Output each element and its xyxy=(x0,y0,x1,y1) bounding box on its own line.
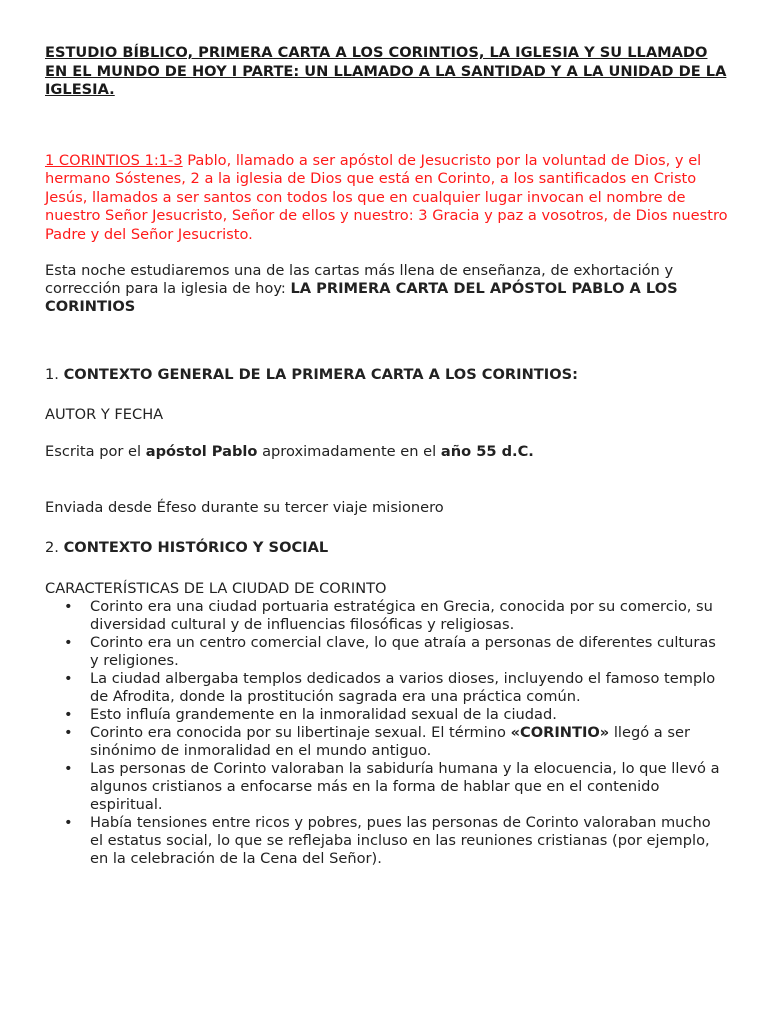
bullet-icon: • xyxy=(64,724,73,741)
verse-reference: 1 CORINTIOS 1:1-3 xyxy=(45,151,183,169)
section-2-number: 2. xyxy=(45,539,64,556)
social-context-list xyxy=(45,724,728,868)
escrita-text-2: aproximadamente en el xyxy=(257,443,441,460)
bullet-icon: • xyxy=(64,670,73,687)
intro-bold-title: LA PRIMERA CARTA DEL APÓSTOL PABLO A LOS CORINTIOS xyxy=(45,280,678,315)
bullet-icon: • xyxy=(64,598,73,615)
list-item xyxy=(45,634,728,670)
bullet-icon: • xyxy=(64,760,73,777)
verse-paragraph xyxy=(45,152,728,245)
list-item-text: Esto influía grandemente en la inmoralidad sexual de la ciudad. xyxy=(90,706,557,723)
list-item-text: La ciudad albergaba templos dedicados a varios dioses, incluyendo el famoso templo de Afrodita, donde la prostitución sagrada era una práctica común. xyxy=(90,670,716,705)
list-item xyxy=(45,724,728,760)
section-1-title: CONTEXTO GENERAL DE LA PRIMERA CARTA A LOS CORINTIOS: xyxy=(63,366,578,383)
intro-paragraph xyxy=(45,262,728,316)
list-item-text: Las personas de Corinto valoraban la sabiduría humana y la elocuencia, lo que llevó a algunos cristianos a enfocarse más en la forma de hablar que en el contenido espiritual. xyxy=(90,760,720,813)
caracteristicas-heading: CARACTERÍSTICAS DE LA CIUDAD DE CORINTO xyxy=(45,580,387,597)
document-title: ESTUDIO BÍBLICO, PRIMERA CARTA A LOS CORINTIOS, LA IGLESIA Y SU LLAMADO EN EL MUNDO DE HOY I PARTE: UN LLAMADO A LA SANTIDAD Y A LA UNIDAD DE LA IGLESIA. xyxy=(45,44,727,98)
list-item xyxy=(45,814,728,868)
escrita-bold-year: año 55 d.C. xyxy=(440,443,534,460)
escrita-text-1: Escrita por el xyxy=(45,443,146,460)
enviada-paragraph: Enviada desde Éfeso durante su tercer viaje misionero xyxy=(45,499,444,516)
list-item-text: Había tensiones entre ricos y pobres, pues las personas de Corinto valoraban mucho el estatus social, lo que se reflejaba incluso en las reuniones cristianas (por ejemplo, en la celebración de la Cena del Señor). xyxy=(90,814,711,867)
intro-text: Esta noche estudiaremos una de las cartas más llena de enseñanza, de exhortación y corrección para la iglesia de hoy: xyxy=(45,262,674,297)
bullet-icon: • xyxy=(64,634,73,651)
list-item-text: Corinto era un centro comercial clave, lo que atraía a personas de diferentes culturas y religiones. xyxy=(90,634,716,669)
section-2-heading xyxy=(45,539,728,557)
section-2-title: CONTEXTO HISTÓRICO Y SOCIAL xyxy=(63,539,329,556)
list-item-bold-term: «CORINTIO» xyxy=(510,724,610,741)
escrita-paragraph xyxy=(45,443,728,461)
autor-fecha-heading: AUTOR Y FECHA xyxy=(45,406,164,423)
bullet-icon: • xyxy=(64,706,73,723)
section-1-heading xyxy=(45,366,728,384)
city-characteristics-list xyxy=(45,598,728,724)
bullet-icon: • xyxy=(64,814,73,831)
list-item-text-end: llegó a ser sinónimo de inmoralidad en el mundo antiguo. xyxy=(90,724,690,759)
list-item xyxy=(45,760,728,814)
list-item xyxy=(45,706,728,724)
section-1-number: 1. xyxy=(45,366,64,383)
list-item-text: Corinto era una ciudad portuaria estratégica en Grecia, conocida por su comercio, su diversidad cultural y de influencias filosóficas y religiosas. xyxy=(90,598,713,633)
list-item xyxy=(45,598,728,634)
verse-text: Pablo, llamado a ser apóstol de Jesucristo por la voluntad de Dios, y el hermano Sóstenes, 2 a la iglesia de Dios que está en Corinto, a los santificados en Cristo Jesús, llamados a ser santos con todos los que en cualquier lugar invocan el nombre de nuestro Señor Jesucristo, Señor de ellos y nuestro: 3 Gracia y paz a vosotros, de Dios nuestro Padre y del Señor Jesucristo. xyxy=(45,151,728,243)
list-item xyxy=(45,670,728,706)
list-item-text: Corinto era conocida por su libertinaje sexual. El término xyxy=(90,724,511,741)
escrita-bold-author: apóstol Pablo xyxy=(145,443,258,460)
